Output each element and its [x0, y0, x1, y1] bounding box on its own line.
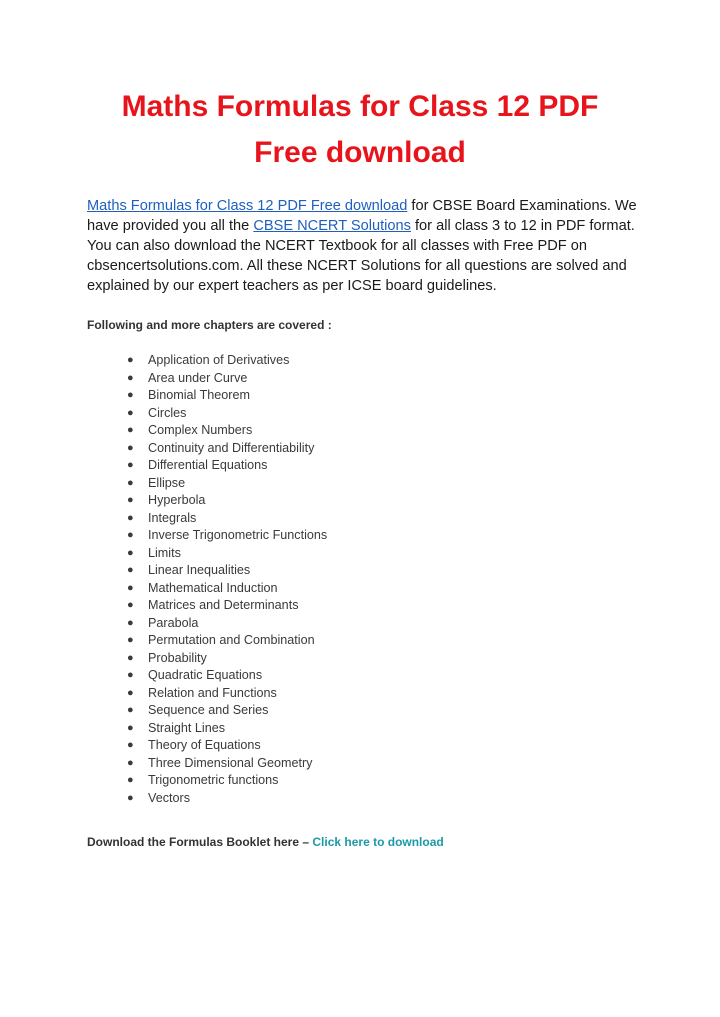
- list-item: [0, 457, 720, 475]
- bullet-icon: ●: [127, 756, 134, 769]
- chapter-label: Circles: [148, 405, 187, 420]
- cbse-ncert-solutions-link[interactable]: CBSE NCERT Solutions: [253, 218, 411, 234]
- chapter-label: Binomial Theorem: [148, 388, 250, 402]
- list-item: [0, 562, 720, 580]
- chapter-label: Permutation and Combination: [148, 633, 315, 647]
- list-item: [0, 527, 720, 545]
- chapter-label: Vectors: [148, 790, 190, 805]
- bullet-icon: ●: [127, 564, 134, 576]
- intro-paragraph: [87, 196, 647, 296]
- bullet-icon: ●: [127, 494, 134, 506]
- chapter-label: Sequence and Series: [148, 703, 269, 717]
- bullet-icon: ●: [127, 739, 134, 751]
- chapter-label: Mathematical Induction: [148, 580, 278, 595]
- chapter-label: Parabola: [148, 615, 199, 630]
- bullet-icon: ●: [127, 791, 134, 804]
- list-item: [0, 422, 720, 440]
- bullet-icon: ●: [127, 476, 134, 489]
- list-item: [0, 790, 720, 808]
- chapter-list: [0, 352, 720, 807]
- chapter-label: Matrices and Determinants: [148, 598, 299, 612]
- list-item: [0, 685, 720, 703]
- list-item: [0, 702, 720, 720]
- list-item: [0, 370, 720, 388]
- bullet-icon: ●: [127, 546, 134, 559]
- list-item: [0, 755, 720, 773]
- list-item: [0, 405, 720, 423]
- chapter-label: Continuity and Differentiability: [148, 440, 315, 455]
- list-item: [0, 475, 720, 493]
- bullet-icon: ●: [127, 616, 134, 629]
- bullet-icon: ●: [127, 511, 134, 524]
- maths-formulas-link[interactable]: Maths Formulas for Class 12 PDF Free download: [87, 198, 408, 214]
- chapter-label: Linear Inequalities: [148, 563, 251, 577]
- chapter-label: Ellipse: [148, 475, 186, 490]
- bullet-icon: ●: [127, 529, 134, 541]
- chapter-label: Complex Numbers: [148, 423, 253, 437]
- intro-text-2: for all class 3 to 12 in PDF format. You can also download the NCERT Textbook for all classes with Free PDF on cbsencertsolutions.com. All these NCERT Solutions for all questions are solved and explained by our expert teachers as per ICSE board guidelines.: [87, 218, 635, 294]
- bullet-icon: ●: [127, 371, 134, 384]
- list-item: [0, 737, 720, 755]
- download-text: Download the Formulas Booklet here –: [87, 835, 313, 849]
- page-title: [60, 84, 660, 176]
- bullet-icon: ●: [127, 669, 134, 681]
- list-item: [0, 650, 720, 668]
- list-item: [0, 772, 720, 790]
- list-item: [0, 597, 720, 615]
- chapter-label: Straight Lines: [148, 720, 226, 735]
- chapter-label: Application of Derivatives: [148, 353, 290, 367]
- chapter-label: Theory of Equations: [148, 738, 261, 752]
- bullet-icon: ●: [127, 406, 134, 419]
- chapter-label: Quadratic Equations: [148, 668, 263, 682]
- intro-text-1: for CBSE Board Examinations. We have provided you all the: [87, 198, 637, 234]
- list-item: [0, 580, 720, 598]
- bullet-icon: ●: [127, 651, 134, 664]
- list-item: [0, 387, 720, 405]
- chapter-label: Hyperbola: [148, 493, 206, 507]
- chapter-label: Probability: [148, 650, 207, 665]
- bullet-icon: ●: [127, 389, 134, 401]
- page-title-line-1: Maths Formulas for Class 12 PDF: [121, 90, 599, 123]
- list-item: [0, 440, 720, 458]
- chapter-label: Relation and Functions: [148, 685, 277, 700]
- list-item: [0, 720, 720, 738]
- list-item: [0, 632, 720, 650]
- list-item: [0, 492, 720, 510]
- list-item: [0, 545, 720, 563]
- download-link[interactable]: Click here to download: [312, 835, 444, 849]
- list-item: [0, 615, 720, 633]
- chapter-label: Integrals: [148, 510, 197, 525]
- bullet-icon: ●: [127, 581, 134, 594]
- bullet-icon: ●: [127, 686, 134, 699]
- chapter-label: Differential Equations: [148, 458, 268, 472]
- bullet-icon: ●: [127, 774, 134, 786]
- bullet-icon: ●: [127, 704, 134, 716]
- page-title-line-2: Free download: [254, 136, 466, 169]
- bullet-icon: ●: [127, 721, 134, 734]
- chapter-label: Inverse Trigonometric Functions: [148, 528, 328, 542]
- chapter-label: Trigonometric functions: [148, 773, 279, 787]
- list-item: [0, 667, 720, 685]
- download-line: [87, 835, 444, 849]
- bullet-icon: ●: [127, 599, 134, 611]
- bullet-icon: ●: [127, 459, 134, 471]
- chapter-label: Area under Curve: [148, 370, 248, 385]
- list-item: [0, 352, 720, 370]
- chapter-label: Limits: [148, 545, 181, 560]
- bullet-icon: ●: [127, 354, 134, 366]
- bullet-icon: ●: [127, 424, 134, 436]
- bullet-icon: ●: [127, 441, 134, 454]
- chapters-heading: Following and more chapters are covered :: [87, 318, 332, 332]
- bullet-icon: ●: [127, 634, 134, 646]
- list-item: [0, 510, 720, 528]
- chapter-label: Three Dimensional Geometry: [148, 755, 313, 770]
